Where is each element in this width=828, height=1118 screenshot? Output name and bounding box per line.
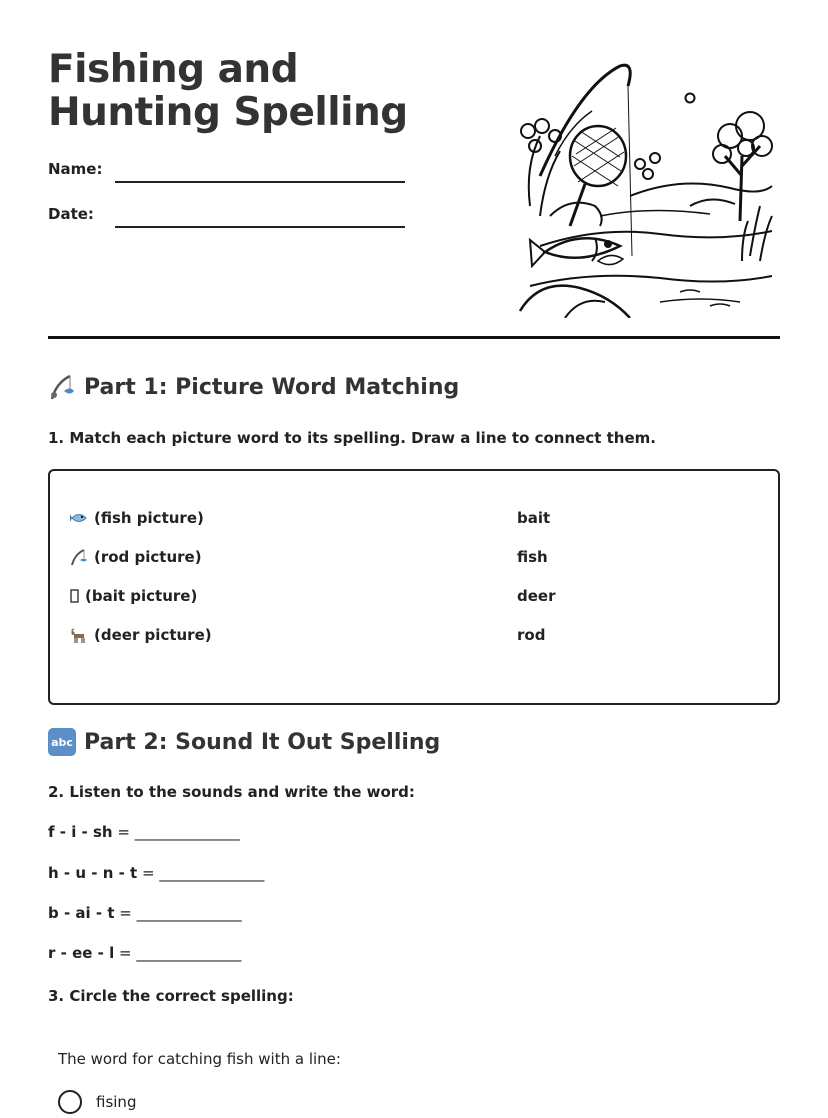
name-label: Name:: [48, 160, 103, 178]
matching-box: [48, 469, 780, 705]
question-3: 3. Circle the correct spelling:: [48, 987, 294, 1005]
header-divider: [48, 336, 780, 339]
part1-heading: [48, 373, 459, 401]
picture-item: [70, 587, 197, 605]
sound-parts: r - ee - l: [48, 944, 115, 962]
abc-icon: abc: [48, 728, 76, 756]
question-2: 2. Listen to the sounds and write the word:: [48, 783, 415, 801]
deer-icon: [70, 626, 88, 644]
picture-item: [70, 548, 202, 566]
option-label: fising: [96, 1093, 137, 1111]
picture-label: (rod picture): [94, 548, 202, 566]
sound-parts: h - u - n - t: [48, 864, 138, 882]
answer-option[interactable]: [58, 1090, 136, 1114]
picture-label: (deer picture): [94, 626, 212, 644]
fishing-scene-illustration: [510, 56, 780, 318]
match-word: rod: [517, 626, 546, 644]
missing-glyph-icon: [70, 589, 79, 603]
part2-title: Part 2: Sound It Out Spelling: [84, 729, 441, 755]
answer-blank[interactable]: = ______________: [137, 864, 265, 882]
question-prompt: The word for catching fish with a line:: [58, 1050, 341, 1068]
match-word: fish: [517, 548, 548, 566]
match-word: bait: [517, 509, 551, 527]
part2-heading: [48, 728, 440, 756]
page-title: Fishing and Hunting Spelling: [48, 47, 408, 135]
sound-item: [48, 944, 241, 962]
sound-item: [48, 904, 242, 922]
fishing-rod-icon: [70, 548, 88, 566]
sound-item: [48, 864, 264, 882]
date-label: Date:: [48, 205, 94, 223]
part1-title: Part 1: Picture Word Matching: [84, 374, 460, 400]
picture-item: [70, 509, 204, 527]
fish-icon: [70, 509, 88, 527]
answer-blank[interactable]: = ______________: [112, 823, 240, 841]
answer-blank[interactable]: = ______________: [114, 904, 242, 922]
sound-parts: f - i - sh: [48, 823, 113, 841]
name-field[interactable]: [115, 181, 405, 183]
sound-item: [48, 823, 240, 841]
picture-item: [70, 626, 212, 644]
picture-label: (fish picture): [94, 509, 204, 527]
match-word: deer: [517, 587, 556, 605]
picture-label: (bait picture): [85, 587, 198, 605]
sound-parts: b - ai - t: [48, 904, 115, 922]
date-field[interactable]: [115, 226, 405, 228]
answer-blank[interactable]: = ______________: [114, 944, 242, 962]
fishing-rod-icon: [48, 373, 76, 401]
radio-button[interactable]: [58, 1090, 82, 1114]
question-1: 1. Match each picture word to its spelling. Draw a line to connect them.: [48, 429, 656, 447]
